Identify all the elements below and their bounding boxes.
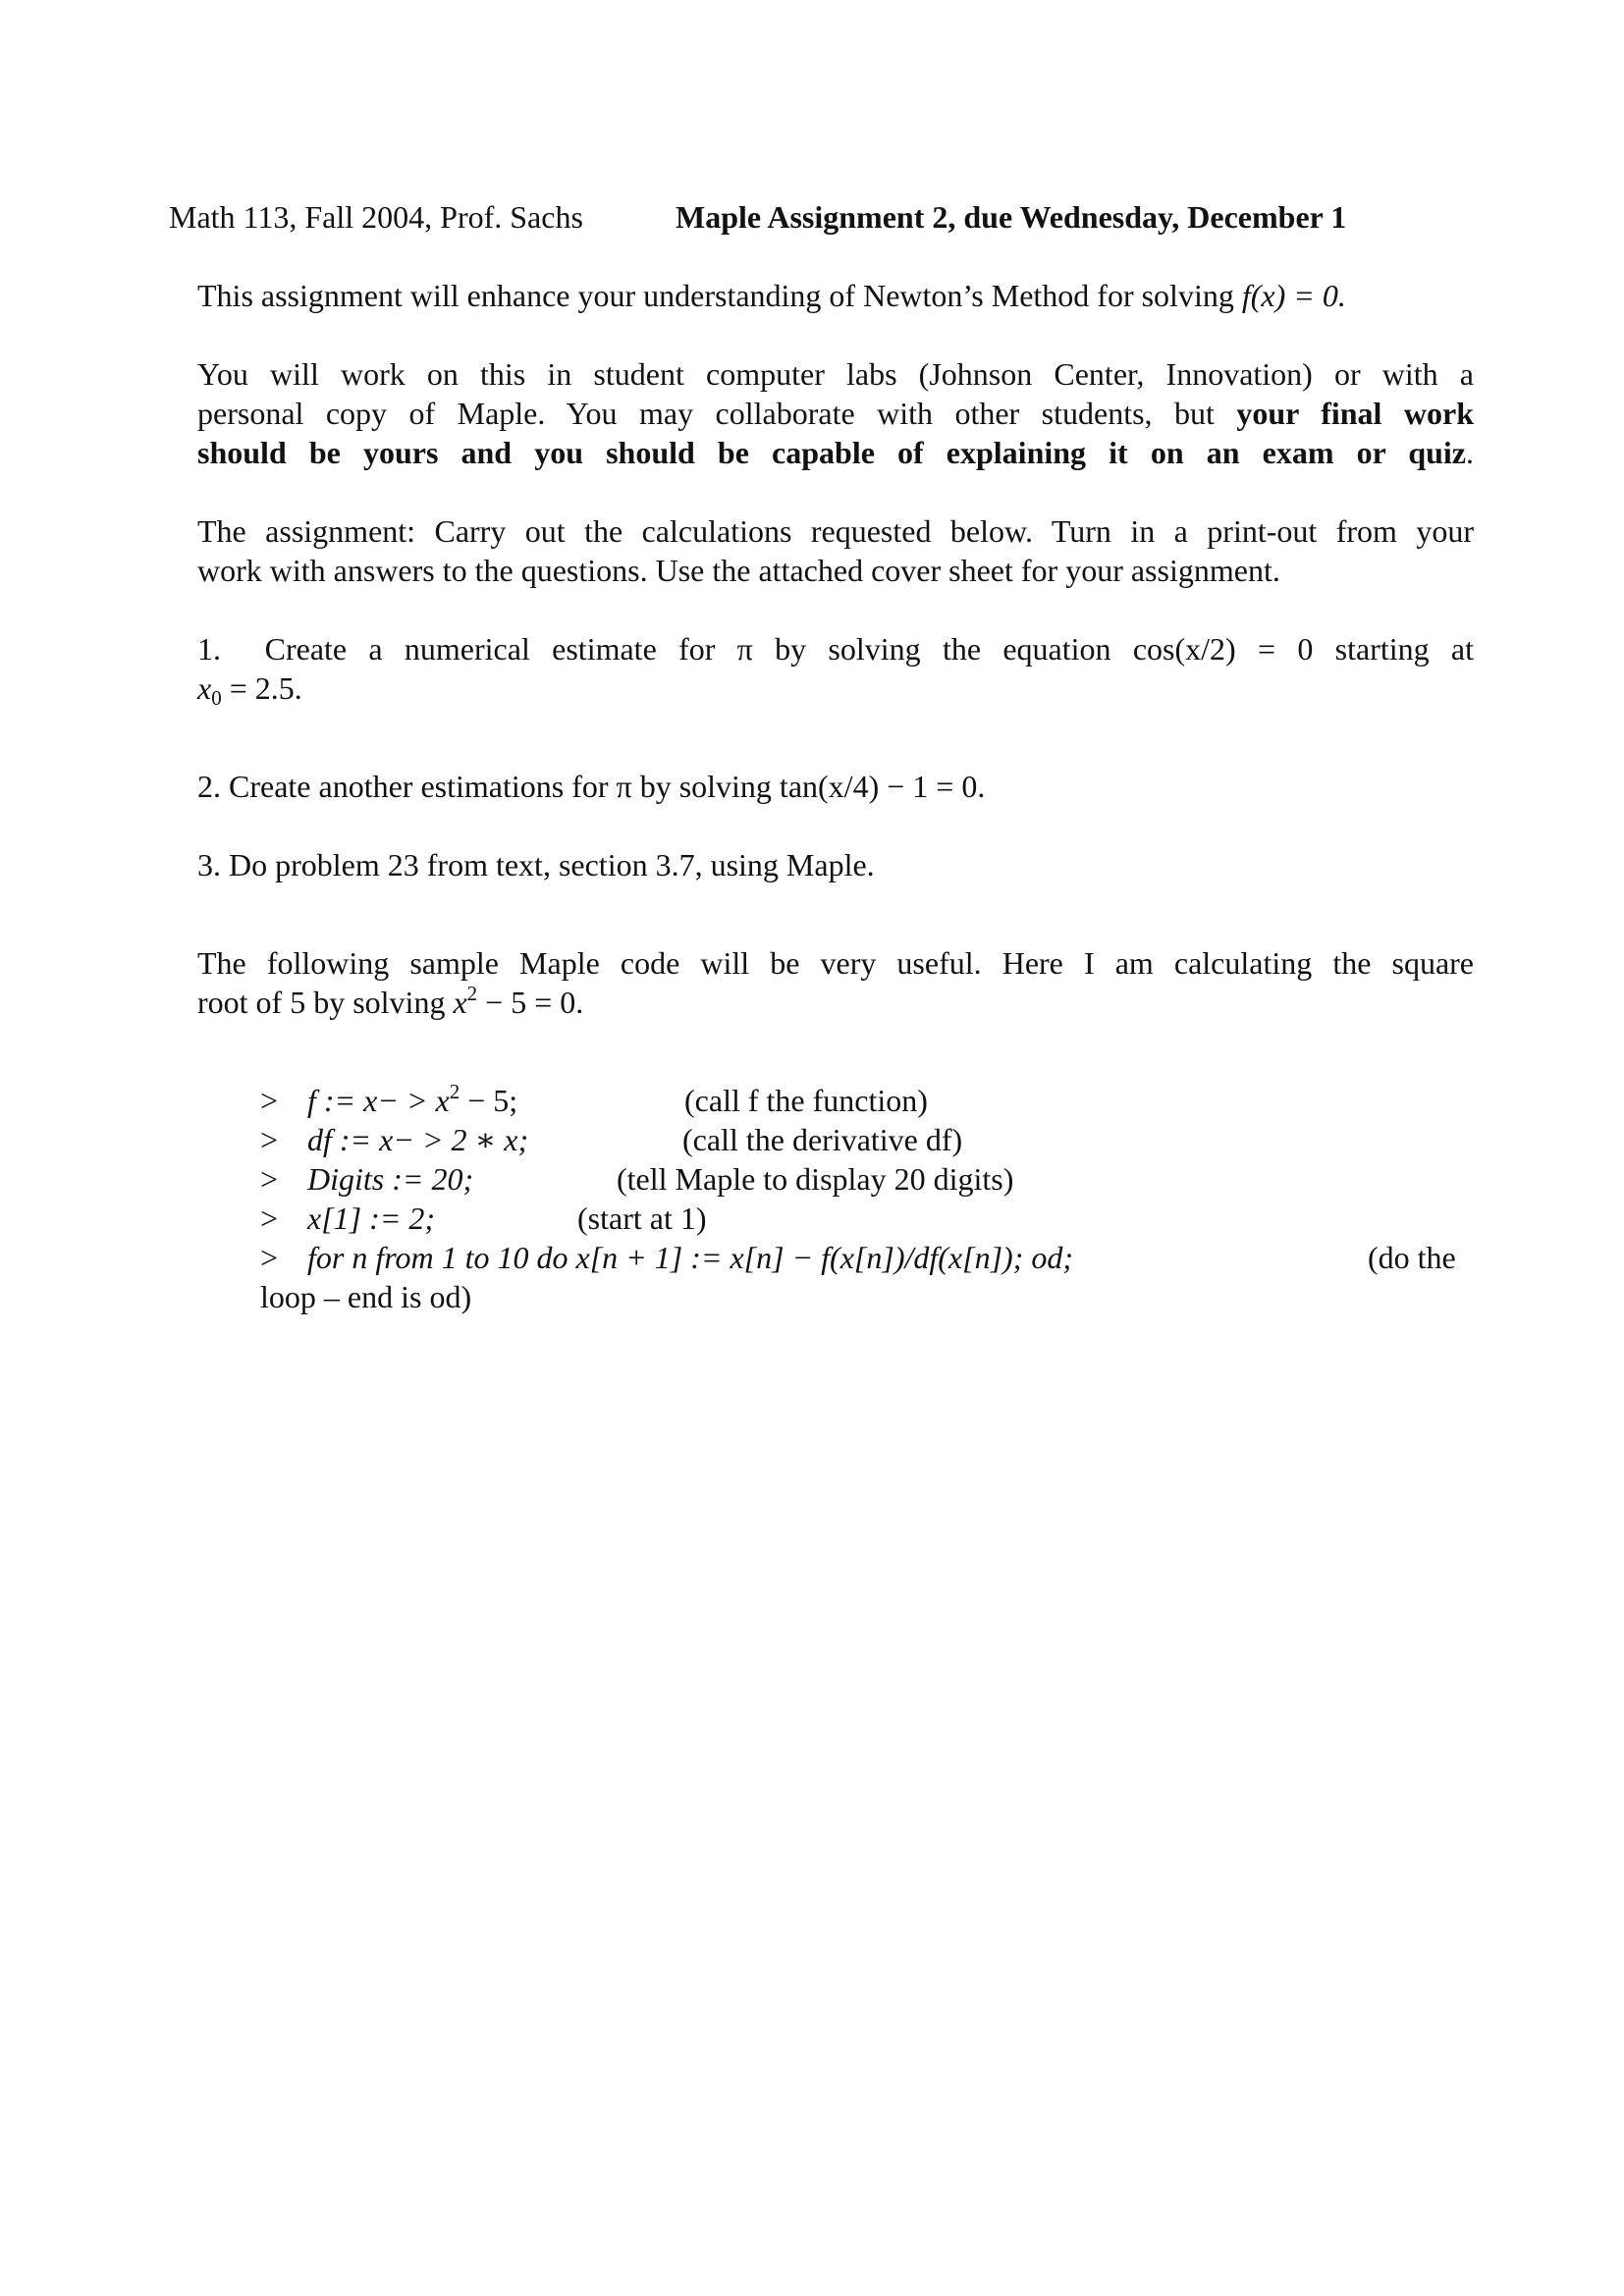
code-statement: for n from 1 to 10 do x[n + 1] := x[n] − f(x[n])/df(x[n]); od; <box>307 1240 1073 1275</box>
prompt-symbol: > <box>260 1240 279 1275</box>
work-paragraph-line-2 <box>197 394 1474 433</box>
code-comment: (call f the function) <box>684 1083 928 1118</box>
course-info: Math 113, Fall 2004, Prof. Sachs <box>169 199 583 235</box>
assignment-paragraph-line-1: The assignment: Carry out the calculations requested below. Turn in a print-out from your <box>197 513 1474 549</box>
variable-x: x <box>453 985 467 1020</box>
code-comment: (tell Maple to display 20 digits) <box>617 1161 1014 1197</box>
code-statement: df := x− > 2 ∗ x; <box>307 1122 529 1157</box>
question-text: Do problem 23 from text, section 3.7, using Maple. <box>229 847 875 882</box>
assignment-paragraph-line-2: work with answers to the questions. Use the attached cover sheet for your assignment. <box>197 553 1280 588</box>
code-statement-end: − 5; <box>460 1083 518 1118</box>
question-1 <box>197 629 1474 668</box>
intro-paragraph <box>197 276 1474 315</box>
code-line-5 <box>260 1238 1456 1277</box>
code-comment: (call the derivative df) <box>682 1122 963 1157</box>
code-line-4 <box>260 1199 707 1238</box>
code-statement: Digits := 20; <box>307 1161 474 1197</box>
code-statement: f := x− > x <box>307 1083 450 1118</box>
superscript: 2 <box>449 1080 460 1103</box>
prompt-symbol: > <box>260 1201 279 1236</box>
question-3 <box>197 845 1474 884</box>
prompt-symbol: > <box>260 1083 279 1118</box>
work-emphasis-cont: should be yours and you should be capable of explaining it on an exam or quiz <box>197 435 1466 470</box>
code-line-1 <box>260 1080 928 1120</box>
sample-paragraph-line-2 <box>197 983 1474 1022</box>
prompt-symbol: > <box>260 1122 279 1157</box>
code-statement: x[1] := 2; <box>307 1201 436 1236</box>
variable-x: x <box>197 670 212 706</box>
sample-paragraph-line-1: The following sample Maple code will be very useful. Here I am calculating the square <box>197 945 1474 981</box>
prompt-symbol: > <box>260 1161 279 1197</box>
code-comment-continuation: loop – end is od) <box>260 1279 472 1314</box>
code-comment: (start at 1) <box>577 1201 707 1236</box>
equation-rest: − 5 = 0. <box>477 985 584 1020</box>
code-line-3 <box>260 1159 1014 1199</box>
question-number: 3. <box>197 847 221 882</box>
question-1-continuation <box>197 668 1474 708</box>
code-line-2 <box>260 1120 963 1159</box>
question-2 <box>197 767 1474 806</box>
initial-value: = 2.5. <box>221 670 302 706</box>
work-paragraph-line-1: You will work on this in student computer labs (Johnson Center, Innovation) or with a <box>197 356 1474 392</box>
question-number: 2. <box>197 769 221 804</box>
question-text: Create another estimations for π by solving tan(x/4) − 1 = 0. <box>229 769 986 804</box>
sample-text: root of 5 by solving <box>197 985 454 1020</box>
intro-text: This assignment will enhance your understanding of Newton’s Method for solving <box>197 278 1242 313</box>
assignment-title: Maple Assignment 2, due Wednesday, December 1 <box>676 199 1347 235</box>
work-emphasis: your final work <box>1236 396 1475 431</box>
code-comment: (do the <box>1368 1240 1456 1275</box>
subscript: 0 <box>211 686 222 710</box>
question-text: Create a numerical estimate for π by solving the equation cos(x/2) = 0 starting at <box>264 631 1475 667</box>
work-period: . <box>1466 435 1474 470</box>
superscript: 2 <box>466 982 478 1005</box>
intro-math: f(x) = 0. <box>1241 278 1346 313</box>
work-paragraph-line-3 <box>197 433 1474 472</box>
work-text: personal copy of Maple. You may collaborate with other students, but <box>197 396 1237 431</box>
question-number: 1. <box>197 631 221 667</box>
